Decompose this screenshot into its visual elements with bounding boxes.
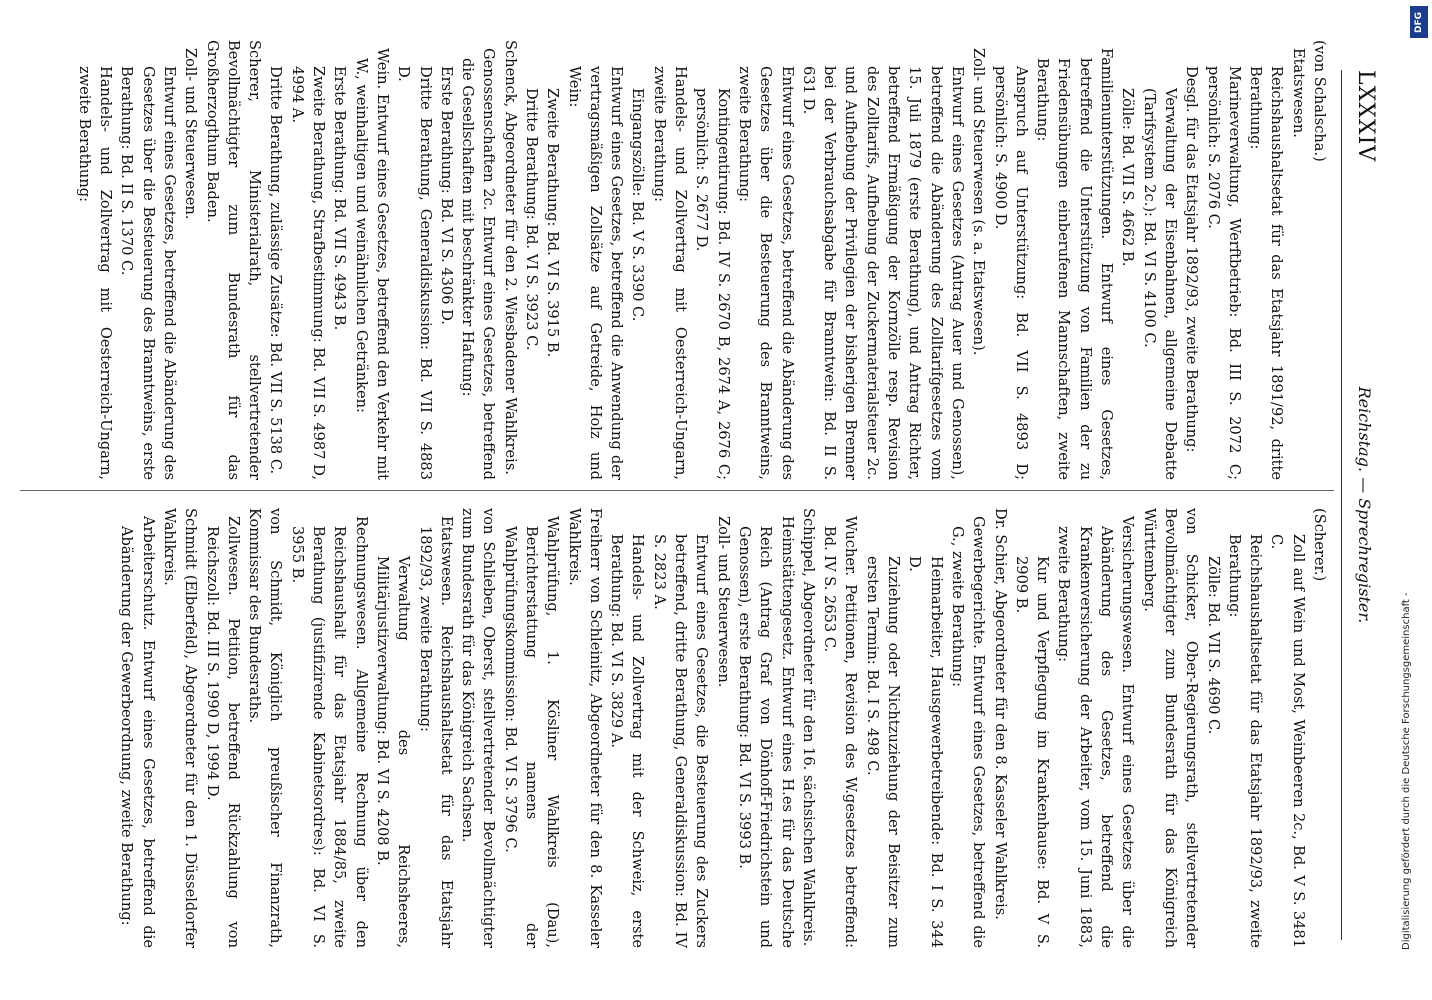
register-entry: Reichshaushaltsetat für das Etatsjahr 1891/92, dritte Berathung: [1247, 66, 1286, 480]
register-entry: Kontingentirung: Bd. IV S. 2670 B, 2674 A, 2676 C; persönlich: S. 2677 D. [693, 88, 732, 480]
register-entry: Handels- und Zollvertrag mit der Schweiz, erste Berathung: Bd. VI S. 3829 A. [608, 534, 647, 948]
register-entry: Entwurf eines Gesetzes, betreffend die Anwendung der vertragsmäßigen Zollsätze auf Getreide, Holz und Wein: [565, 66, 626, 480]
register-entry: Erste Berathung: Bd. VII S. 4943 B. [331, 66, 349, 331]
register-entry: Wahlprüfung, 1. Kösliner Wahlkreis (Dau), Berichterstattung namens der Wahlprüfungskommission: Bd. VI S. 3796 C. [501, 516, 562, 948]
register-entry: Freiherr von Schleinitz, Abgeordneter für den 8. Kasseler Wahlkreis. [565, 508, 604, 948]
register-entry: Gewerbegerichte. Entwurf eines Gesetzes, betreffend die G., zweite Berathung: [948, 516, 988, 948]
register-entry: (von Schalscha.) [1311, 40, 1328, 162]
register-entry: Dritte Berathung, zulässige Zusätze: Bd. VII S. 5138 C. [267, 66, 285, 475]
register-entry: Zweite Berathung: Bd. VI S. 3915 B. [544, 88, 562, 358]
register-entry: Schmidt (Elberfeld), Abgeordneter für den 1. Düsseldorfer Wahlkreis. [160, 508, 200, 948]
register-entry: Schenck, Abgeordneter für den 2. Wiesbadener Wahlkreis. [501, 40, 519, 475]
digitization-credit [1401, 10, 1426, 990]
register-entry: Heimstättengesetz. Entwurf eines H.es für das Deutsche Reich (Antrag Graf von Dönhoff-Friedrichstein und Genossen), erste Berathung: Bd. VI S. 3993 B. [735, 516, 796, 948]
register-entry: Genossenschaften 2c. Entwurf eines Gesetzes, betreffend die Gesellschaften mit beschränkter Haftung: [459, 48, 498, 480]
register-entry: Erste Berathung: Bd. VI S. 4306 D. [437, 66, 455, 325]
credit-text: Digitalisierung gefördert durch die Deutsche Forschungsgemeinschaft - [1401, 592, 1412, 950]
running-title: Reichstag. — Sprechregister. [1355, 386, 1374, 624]
register-entry: Verwaltung der Eisenbahnen, allgemeine Debatte (Tarifsystem 2c.): Bd. VI S. 4100 C. [1140, 88, 1179, 480]
register-entry: Zoll- und Steuerwesen. [714, 516, 732, 688]
register-entry: Schippel, Abgeordneter für den 16. sächsischen Wahlkreis. [799, 508, 817, 947]
register-entry: Anspruch auf Unterstützung: Bd. VII S. 4893 D; persönlich: S. 4900 D. [991, 66, 1030, 480]
register-entry: Etatswesen. [1289, 48, 1307, 138]
register-entry: Marineverwaltung, Werftbetrieb: Bd. III S. 2072 C; persönlich: S. 2076 C. [1204, 66, 1243, 480]
register-entry: Handels- und Zollvertrag mit Oesterreich-Ungarn, zweite Berathung: [75, 66, 115, 480]
register-entry: Zoll auf Wein und Most, Weinbeeren 2c., Bd. V S. 3481 C. [1268, 534, 1307, 948]
column-divider [20, 490, 1334, 491]
register-entry: Entwurf eines Gesetzes, betreffend die Abänderung des Gesetzes über die Besteuerung des Branntweins, erste Berathung: Bd. II S. 1370 C. [118, 66, 178, 480]
register-entry: Wucher. Petitionen, Revision des W.gesetzes betreffend: Bd. IV S. 2653 C. [821, 516, 860, 948]
header-rule [1341, 70, 1342, 940]
register-entry: Handels- und Zollvertrag mit Oesterreich-Ungarn, zweite Berathung: [650, 66, 690, 480]
register-entry: Verwaltung des Reichsheeres, Militärjustizverwaltung: Bd. VI S. 4208 B. [373, 556, 413, 948]
register-entry: Dritte Berathung: Bd. VI S. 3923 C. [523, 88, 541, 351]
register-entry: von Schlieben, Oberst, stellvertretender Bevollmächtigter zum Bundesrath für das Königreich Sachsen. [459, 508, 498, 948]
register-entry: von Schmidt, Königlich preußischer Finanzrath, Kommissar des Bundesraths. [246, 508, 285, 948]
register-entry: Zollwesen. Petition, betreffend Rückzahlung von Reichszoll: Bd. III S. 1990 D, 1994 D. [203, 516, 242, 948]
dfg-logo: DFG [1410, 6, 1428, 38]
page-header [1344, 30, 1384, 980]
right-column [10, 508, 1330, 948]
register-entry: Zoll- und Steuerwesen (s. a. Etatswesen). [970, 48, 988, 356]
register-entry: Desgl. für das Etatsjahr 1892/93, zweite Berathung: [1183, 66, 1201, 453]
register-entry: Zweite Berathung, Strafbestimmung: Bd. VII S. 4987 D, 4994 A. [288, 66, 328, 480]
register-entry: Entwurf eines Gesetzes, die Besteuerung des Zuckers betreffend, dritte Berathung, Generaldiskussion: Bd. IV S. 2823 A. [650, 534, 711, 948]
register-entry: von Schicker, Ober-Regierungsrath, stellvertretender Bevollmächtigter zum Bundesrath für das Königreich Württemberg. [1140, 508, 1201, 948]
register-entry: Dritte Berathung, Generaldiskussion: Bd. VII S. 4883 D. [395, 66, 434, 480]
register-entry: Heimarbeiter, Hausgewerbetreibende: Bd. I S. 344 D. [906, 556, 945, 948]
register-entry: Familienunterstützungen. Entwurf eines Gesetzes, betreffend die Unterstützung von Familien der zu Friedensübungen einberufenen Mannschaften, zweite Berathung: [1034, 48, 1116, 480]
register-entry: Etatswesen. Reichshaushaltsetat für das Etatsjahr 1892/93, zweite Berathung: [416, 516, 455, 948]
register-entry: (Scherer.) [1311, 508, 1328, 582]
register-entry: Zoll- und Steuerwesen. [182, 48, 200, 220]
register-entry: Rechnungswesen. Allgemeine Rechnung über den Reichshaushalt für das Etatsjahr 1884/85, zweite Berathung (justifizirende Kabinetsordres): Bd. VI S. 3955 B. [288, 516, 370, 948]
page-number: LXXXIV [1353, 70, 1378, 163]
register-entry: Eingangszölle: Bd. V S. 3390 C. [629, 88, 647, 322]
register-entry: Entwurf eines Gesetzes (Antrag Auer und Genossen), betreffend die Abänderung des Zolltarifgesetzes vom 15. Juli 1879 (erste Berathung), und Antrag Richter, betreffend Ermäßigung der Kornzölle resp. Revision des Zolltarifs, Aufhebung der Zuckermaterialsteuer 2c. und Aufhebung der Privilegien der bisherigen Brenner bei der Verbrauchsabgabe für Branntwein: Bd. II S. 631 D. [799, 66, 966, 480]
register-entry: Arbeiterschutz. Entwurf eines Gesetzes, betreffend die Abänderung der Gewerbeordnung, zweite Berathung: [118, 516, 157, 948]
register-entry: Dr. Schier, Abgeordneter für den 8. Kasseler Wahlkreis. [991, 508, 1009, 920]
register-entry: Scherer, Ministerialrath, stellvertretender Bevollmächtigter zum Bundesrath für das Großherzogthum Baden. [203, 40, 264, 480]
register-entry: Entwurf eines Gesetzes, betreffend die Abänderung des Gesetzes über die Besteuerung des Branntweins, zweite Berathung: [735, 66, 796, 480]
register-entry: Reichshaushaltsetat für das Etatsjahr 1892/93, zweite Berathung: [1225, 534, 1265, 948]
register-entry: Versicherungswesen. Entwurf eines Gesetzes über die Abänderung des Gesetzes, betreffend die Krankenversicherung der Arbeiter, vom 15. Juni 1883, zweite Berathung: [1055, 516, 1137, 948]
register-entry: Zölle: Bd. VII S. 4662 B. [1119, 88, 1137, 267]
register-entry: Kur und Verpflegung im Krankenhause: Bd. V S. 2909 B. [1012, 556, 1052, 948]
register-entry: Zölle: Bd. VII S. 4690 C. [1204, 556, 1222, 735]
register-entry: Wein. Entwurf eines Gesetzes, betreffend den Verkehr mit W., weinhaltigen und weinähnlichen Getränken: [352, 48, 391, 480]
register-entry: Zuziehung oder Nichtzuziehung der Beisitzer zum ersten Termin: Bd. I S. 498 C. [863, 556, 903, 948]
left-column [10, 40, 1330, 480]
